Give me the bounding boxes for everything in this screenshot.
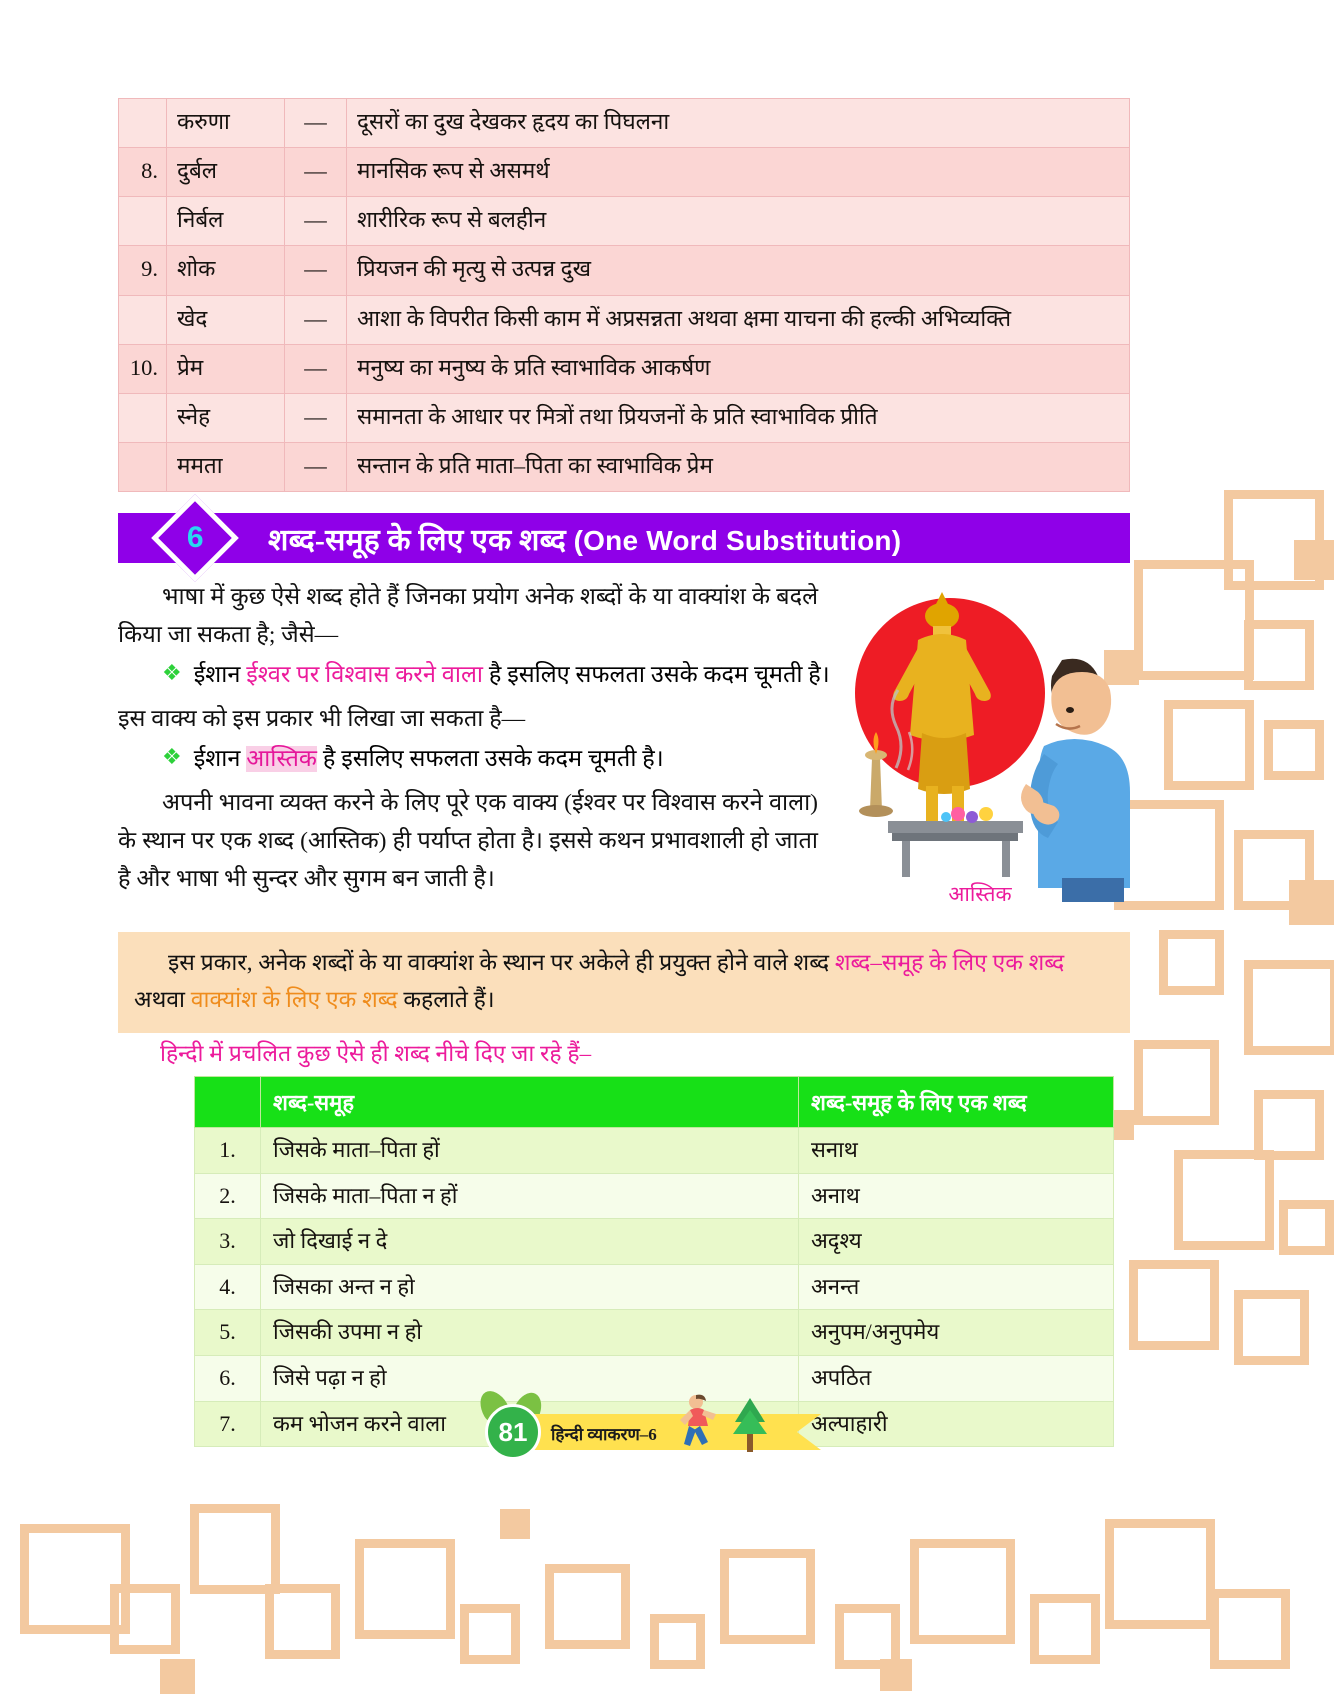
page-footer: [455, 1398, 885, 1468]
definition-text: [134, 944, 1114, 1019]
row-meaning: सन्तान के प्रति माता–पिता का स्वाभाविक प्रेम: [347, 442, 1130, 491]
row-word: अदृश्य: [799, 1219, 1114, 1265]
row-word: ममता: [167, 442, 285, 491]
row-meaning: प्रियजन की मृत्यु से उत्पन्न दुख: [347, 246, 1130, 295]
row-phrase: जिसका अन्त न हो: [261, 1264, 799, 1310]
table-row: [195, 1310, 1114, 1356]
bullet2-highlight: आस्तिक: [246, 746, 317, 773]
row-dash: —: [285, 295, 347, 344]
table-row: [119, 295, 1130, 344]
row-dash: —: [285, 99, 347, 148]
row-dash: —: [285, 246, 347, 295]
decorative-border-bottom: [0, 1444, 1334, 1694]
row-dash: —: [285, 148, 347, 197]
row-number: 2.: [195, 1173, 261, 1219]
row-number: [119, 99, 167, 148]
flower-bullet-icon: ❖: [162, 660, 182, 686]
definition-highlight-box: [118, 932, 1130, 1033]
decorative-border-right: [1104, 0, 1334, 1694]
row-word: शोक: [167, 246, 285, 295]
row-phrase: कम भोजन करने वाला: [261, 1401, 799, 1447]
row-meaning: दूसरों का दुख देखकर हृदय का पिघलना: [347, 99, 1130, 148]
table-row: [119, 148, 1130, 197]
row-phrase: जिसके माता–पिता न हों: [261, 1173, 799, 1219]
table-row: [119, 344, 1130, 393]
row-number: [119, 295, 167, 344]
section-heading-banner: [118, 513, 1130, 563]
row-dash: —: [285, 442, 347, 491]
header-blank: [195, 1077, 261, 1128]
row-number: 5.: [195, 1310, 261, 1356]
row-word: अनुपम/अनुपमेय: [799, 1310, 1114, 1356]
row-meaning: शारीरिक रूप से बलहीन: [347, 197, 1130, 246]
tree-icon: [727, 1396, 773, 1454]
synonyms-table: [118, 98, 1130, 492]
table-header-row: [195, 1077, 1114, 1128]
word-table-intro: हिन्दी में प्रचलित कुछ ऐसे ही शब्द नीचे दिए जा रहे हैं–: [160, 1041, 592, 1066]
row-phrase: जिसके माता–पिता हों: [261, 1128, 799, 1174]
row-number: 7.: [195, 1401, 261, 1447]
row-word: सनाथ: [799, 1128, 1114, 1174]
row-word: निर्बल: [167, 197, 285, 246]
transition-paragraph: इस वाक्य को इस प्रकार भी लिखा जा सकता है—: [118, 706, 526, 733]
flower-bullet-icon: ❖: [162, 744, 182, 770]
bullet1-pre: ईशान: [193, 662, 247, 689]
example-bullet-2-text: [194, 740, 854, 778]
row-number: 1.: [195, 1128, 261, 1174]
row-word: प्रेम: [167, 344, 285, 393]
row-number: 8.: [119, 148, 167, 197]
row-dash: —: [285, 393, 347, 442]
word-table-head: [195, 1077, 1114, 1128]
row-word: दुर्बल: [167, 148, 285, 197]
bullet2-post: है इसलिए सफलता उसके कदम चूमती है।: [316, 746, 664, 773]
row-word: अनन्त: [799, 1264, 1114, 1310]
table-row: [195, 1173, 1114, 1219]
book-label: हिन्दी व्याकरण–6: [551, 1425, 657, 1444]
row-number: 6.: [195, 1355, 261, 1401]
devotee-illustration: [830, 578, 1130, 908]
section-title-english: (One Word Substitution): [573, 524, 902, 556]
def-highlight-2: वाक्यांश के लिए एक शब्द: [190, 987, 398, 1013]
illustration-caption: आस्तिक: [948, 882, 1012, 906]
table-row: [119, 197, 1130, 246]
row-number: [119, 442, 167, 491]
section-title-hindi: शब्द-समूह के लिए एक शब्द: [268, 523, 574, 557]
table-row: [195, 1264, 1114, 1310]
bullet2-pre: ईशान: [193, 746, 247, 773]
table-row: [119, 393, 1130, 442]
table-row: [119, 246, 1130, 295]
explanation-paragraph: अपनी भावना व्यक्त करने के लिए पूरे एक वाक्य (ईश्वर पर विश्वास करने वाला) के स्थान पर एक शब्द (आस्तिक) ही पर्याप्त होता है। इससे कथन प्रभावशाली हो जाता है और भाषा भी सुन्दर और सुगम बन जाती है।: [118, 790, 818, 893]
row-word: करुणा: [167, 99, 285, 148]
table-row: [195, 1355, 1114, 1401]
page-title: [268, 518, 901, 559]
example-bullet-1-text: [194, 656, 854, 694]
row-phrase: जो दिखाई न दे: [261, 1219, 799, 1265]
row-number: 9.: [119, 246, 167, 295]
intro-paragraph: भाषा में कुछ ऐसे शब्द होते हैं जिनका प्रयोग अनेक शब्दों के या वाक्यांश के बदले किया जा सकता है; जैसे—: [118, 584, 818, 649]
table-row: [195, 1219, 1114, 1265]
row-phrase: जिसकी उपमा न हो: [261, 1310, 799, 1356]
synonyms-table-body: [119, 99, 1130, 492]
row-word: खेद: [167, 295, 285, 344]
def-text-1: इस प्रकार, अनेक शब्दों के या वाक्यांश के स्थान पर अकेले ही प्रयुक्त होने वाले शब्द: [168, 950, 835, 975]
row-word: अनाथ: [799, 1173, 1114, 1219]
one-word-substitution-table: [194, 1076, 1114, 1447]
page-number-badge: 81: [485, 1404, 541, 1460]
row-meaning: मानसिक रूप से असमर्थ: [347, 148, 1130, 197]
running-child-icon: [670, 1392, 730, 1454]
illustration-svg: [830, 578, 1130, 908]
row-word: अल्पाहारी: [799, 1401, 1114, 1447]
section-number-badge: [151, 494, 239, 582]
row-number: [119, 393, 167, 442]
row-word: स्नेह: [167, 393, 285, 442]
def-highlight-1: शब्द–समूह के लिए एक शब्द: [834, 950, 1065, 975]
table-row: [119, 442, 1130, 491]
row-number: [119, 197, 167, 246]
row-meaning: मनुष्य का मनुष्य के प्रति स्वाभाविक आकर्षण: [347, 344, 1130, 393]
row-meaning: आशा के विपरीत किसी काम में अप्रसन्नता अथवा क्षमा याचना की हल्की अभिव्यक्ति: [347, 295, 1130, 344]
bullet1-highlight: ईश्वर पर विश्वास करने वाला: [246, 662, 483, 689]
row-number: 10.: [119, 344, 167, 393]
bullet1-post: है इसलिए सफलता उसके कदम चूमती है।: [482, 662, 830, 689]
def-text-2: अथवा: [134, 987, 191, 1013]
table-row: [119, 99, 1130, 148]
row-phrase: जिसे पढ़ा न हो: [261, 1355, 799, 1401]
row-dash: —: [285, 197, 347, 246]
row-dash: —: [285, 344, 347, 393]
row-meaning: समानता के आधार पर मित्रों तथा प्रियजनों के प्रति स्वाभाविक प्रीति: [347, 393, 1130, 442]
row-word: अपठित: [799, 1355, 1114, 1401]
def-text-3: कहलाते हैं।: [397, 987, 495, 1013]
table-row: [195, 1128, 1114, 1174]
row-number: 3.: [195, 1219, 261, 1265]
header-word: शब्द-समूह के लिए एक शब्द: [799, 1077, 1114, 1128]
section-number: 6: [186, 521, 204, 554]
row-number: 4.: [195, 1264, 261, 1310]
header-phrase: शब्द-समूह: [261, 1077, 799, 1128]
